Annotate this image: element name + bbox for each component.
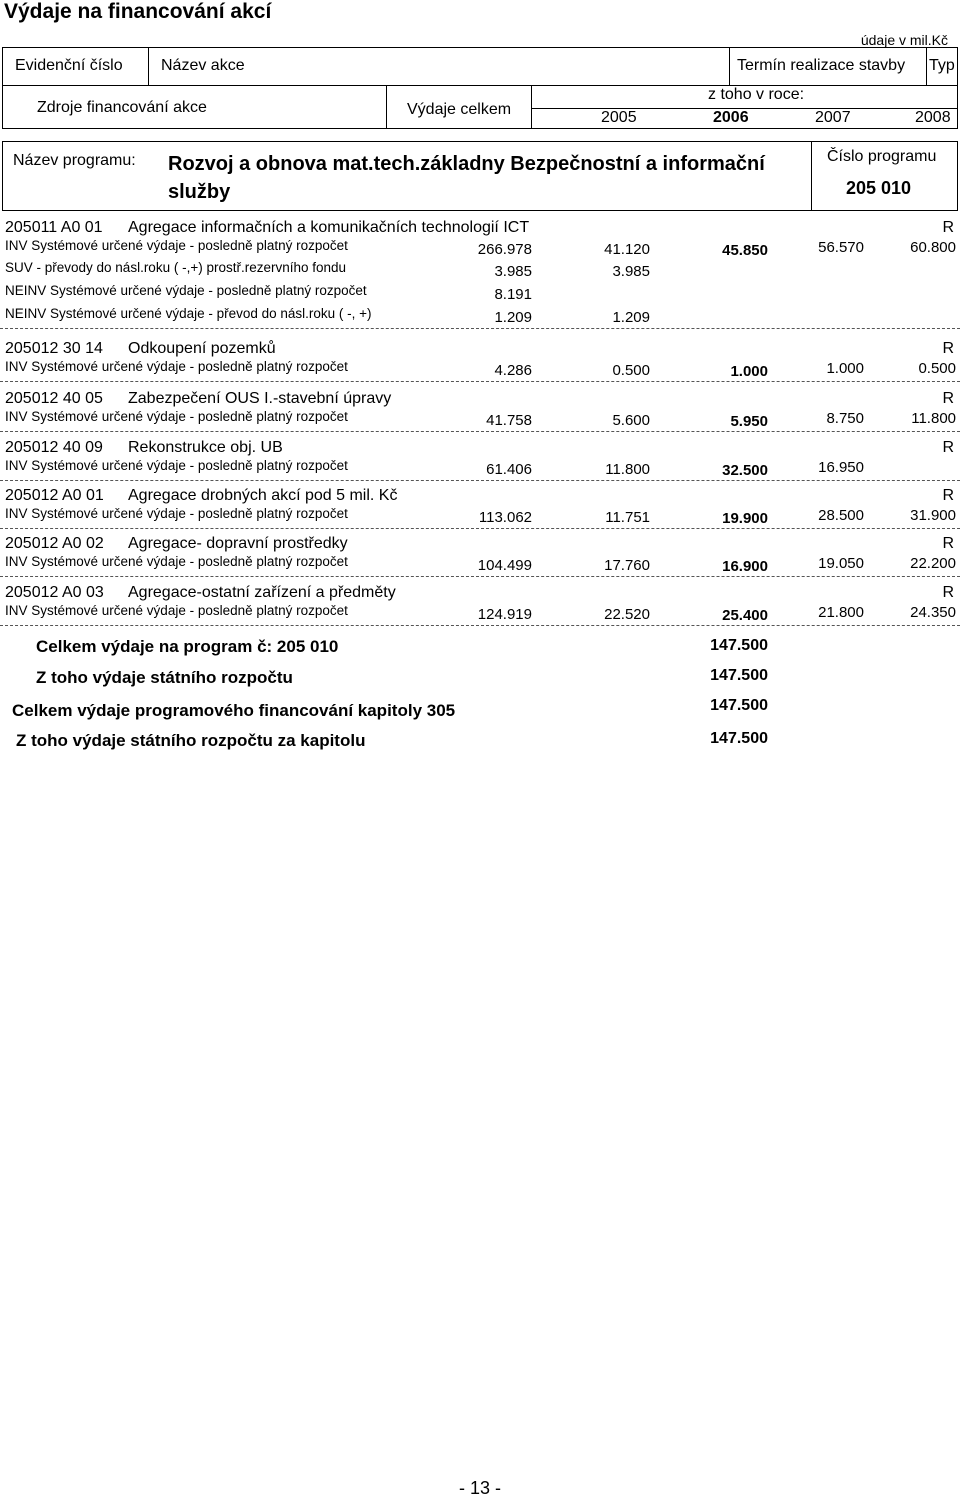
value-2005: 1.209 [612,309,650,326]
value-2005: 41.120 [604,241,650,258]
action-code: 205012 A0 01 [5,487,104,504]
expense-row [0,236,960,258]
summary-label: Z toho výdaje státního rozpočtu za kapitolu [16,731,366,750]
value-2008: 0.500 [918,360,956,377]
action-flag: R [942,535,954,552]
expense-desc: INV Systémové určené výdaje - posledně platný rozpočet [5,554,348,569]
value-2007: 8.750 [826,410,864,427]
header-year-2006: 2006 [713,109,749,126]
value-2005: 5.600 [612,412,650,429]
action-flag: R [942,340,954,357]
action-header [0,482,960,504]
value-total: 8.191 [494,286,532,303]
action-name: Agregace- dopravní prostředky [128,535,348,552]
page-title: Výdaje na financování akcí [4,0,272,23]
expense-row [0,552,960,577]
expense-row [0,407,960,432]
action-flag: R [942,487,954,504]
summary-value: 147.500 [710,697,768,714]
expense-desc: INV Systémové určené výdaje - posledně platný rozpočet [5,458,348,473]
header-zdroje: Zdroje financování akce [37,99,207,116]
value-total: 41.758 [486,412,532,429]
expense-desc: INV Systémové určené výdaje - posledně platný rozpočet [5,238,348,253]
value-2005: 17.760 [604,557,650,574]
value-2008: 22.200 [910,555,956,572]
expense-row [0,357,960,382]
value-2006: 1.000 [730,363,768,380]
expense-row [0,304,960,329]
summary-label: Z toho výdaje státního rozpočtu [36,668,293,687]
value-2007: 28.500 [818,507,864,524]
value-2006: 5.950 [730,413,768,430]
expense-desc: NEINV Systémové určené výdaje - převod do násl.roku ( -, +) [5,306,372,321]
program-number-label: Číslo programu [827,148,937,165]
value-2005: 11.800 [605,461,650,478]
action-header [0,434,960,456]
program-name-line2: služby [168,181,231,203]
value-total: 3.985 [494,263,532,280]
action-code: 205012 40 05 [5,390,103,407]
action-header [0,214,960,236]
expense-row [0,504,960,529]
expense-desc: SUV - převody do násl.roku ( -,+) prostř.rezervního fondu [5,260,347,275]
program-name-line1: Rozvoj a obnova mat.tech.základny Bezpečnostní a informační [168,153,765,175]
value-total: 1.209 [494,309,532,326]
header-year-2008: 2008 [915,109,951,126]
value-2007: 19.050 [818,555,864,572]
page-number: - 13 - [458,1478,501,1498]
action-name: Agregace drobných akcí pod 5 mil. Kč [128,487,398,504]
value-2006: 19.900 [722,510,768,527]
action-header [0,385,960,407]
action-flag: R [942,584,954,601]
summary-label: Celkem výdaje programového financování kapitoly 305 [12,701,456,720]
value-2008: 60.800 [910,239,956,256]
action-flag: R [942,390,954,407]
action-flag: R [942,219,954,236]
value-2008: 24.350 [910,604,956,621]
value-2007: 16.950 [818,459,864,476]
action-name: Agregace-ostatní zařízení a předměty [128,584,396,601]
value-total: 266.978 [477,241,532,258]
value-2006: 25.400 [722,607,768,624]
value-2006: 32.500 [722,462,768,479]
value-total: 61.406 [486,461,532,478]
expense-desc: INV Systémové určené výdaje - posledně platný rozpočet [5,409,348,424]
expense-row [0,258,960,280]
value-2006: 16.900 [722,558,768,575]
expense-row [0,601,960,626]
header-z-toho: z toho v roce: [708,86,805,103]
summary-value: 147.500 [710,730,768,747]
action-code: 205012 A0 03 [5,584,104,601]
program-label: Název programu: [13,152,136,169]
header-evidencni: Evidenční číslo [15,57,123,74]
header-vydaje-celkem: Výdaje celkem [407,101,512,118]
value-2005: 22.520 [604,606,650,623]
value-2005: 3.985 [612,263,650,280]
action-code: 205011 A0 01 [5,219,103,236]
expense-desc: INV Systémové určené výdaje - posledně platný rozpočet [5,603,348,618]
value-2006: 45.850 [722,242,768,259]
value-2008: 11.800 [911,410,956,427]
action-name: Rekonstrukce obj. UB [128,439,283,456]
value-2008: 31.900 [910,507,956,524]
action-header [0,335,960,357]
header-termin: Termín realizace stavby [737,57,906,74]
action-name: Agregace informačních a komunikačních technologií ICT [128,219,530,236]
action-code: 205012 30 14 [5,340,103,357]
value-2007: 1.000 [826,360,864,377]
action-name: Zabezpečení OUS I.-stavební úpravy [128,390,392,407]
expense-row [0,456,960,481]
header-table [2,47,958,129]
value-2005: 11.751 [605,509,650,526]
action-name: Odkoupení pozemků [128,340,276,357]
value-total: 113.062 [478,509,532,526]
header-year-2005: 2005 [601,109,637,126]
action-header [0,579,960,601]
expense-desc: NEINV Systémové určené výdaje - posledně platný rozpočet [5,283,367,298]
program-box [2,141,958,211]
summary-value: 147.500 [710,637,768,654]
action-code: 205012 40 09 [5,439,103,456]
value-total: 124.919 [477,606,532,623]
value-total: 4.286 [494,362,532,379]
action-flag: R [942,439,954,456]
action-header [0,530,960,552]
header-typ: Typ [929,57,955,74]
expense-desc: INV Systémové určené výdaje - posledně platný rozpočet [5,359,348,374]
value-2007: 56.570 [818,239,864,256]
expense-row [0,281,960,303]
header-year-2007: 2007 [815,109,851,126]
value-2005: 0.500 [612,362,650,379]
summary-label: Celkem výdaje na program č: 205 010 [36,637,339,656]
program-number: 205 010 [846,178,912,198]
header-nazev-akce: Název akce [161,57,245,74]
units-note: údaje v mil.Kč [860,32,948,48]
value-total: 104.499 [477,557,532,574]
action-code: 205012 A0 02 [5,535,104,552]
value-2007: 21.800 [818,604,864,621]
summary-value: 147.500 [710,667,768,684]
expense-desc: INV Systémové určené výdaje - posledně platný rozpočet [5,506,348,521]
